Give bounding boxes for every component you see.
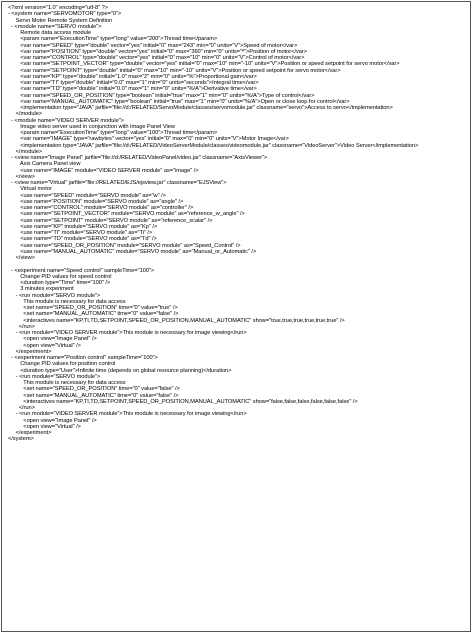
xml-line: <var name="SPEED" type="double" vector="yes" initial="0" max="243" min="0" units="V">Speed of motor</var>: [8, 42, 298, 49]
xml-line: <var name="IMAGE" type="rawbytes" vector="yes" initial="0" max="0" min="0" units="V">Motor Image</var>: [8, 136, 289, 143]
xml-line: </view>: [8, 173, 35, 180]
xml-line: Virtual motor: [8, 186, 52, 193]
xml-line: <use name="IMAGE" module="VIDEO SERVER module" as="image" />: [8, 167, 199, 174]
xml-line: <use name="SPEED_OR_POSITION" module="SERVO module" as="Speed_Control" />: [8, 242, 241, 249]
xml-line: - <run module="SERVO module">: [8, 292, 101, 299]
xml-line: Remote data access module: [8, 30, 92, 36]
xml-line: - <module name="SERVO module">: [8, 23, 102, 30]
xml-line: - <experiment name="Speed control" sampleTime="100">: [8, 267, 155, 274]
xml-line: - <view name="Virtual" jarfile="file://RELATED/EJS/ejsview.jar" classname="EJSView">: [8, 180, 227, 186]
xml-line: <open view="Image Panel" />: [8, 336, 97, 343]
xml-line: <set name="MANUAL_AUTOMATIC" time="0" value="false" />: [8, 311, 179, 318]
xml-line: <use name="KP" module="SERVO module" as="Kp" />: [8, 223, 158, 230]
xml-line: </experiment>: [8, 430, 52, 436]
xml-line: </system>: [8, 436, 34, 443]
xml-line: </view>: [8, 255, 35, 261]
xml-line: - <module name="VIDEO SERVER module">: [8, 117, 124, 124]
xml-line: <use name="MANUAL_AUTOMATIC" module="SERVO module" as="Manual_or_Automatic" />: [8, 248, 257, 255]
xml-line-list: [8, 5, 466, 443]
xml-line: <implementation type="JAVA" jarfile="file://d:/RELATED/VideoServerModule/classes/videomodule.jar" classname="VideoServer">Video Server</implementation>: [8, 142, 419, 149]
xml-line: - <experiment name="Position control" sampleTime="100">: [8, 355, 158, 361]
xml-line: <var name="SETPOINT_VECTOR" type="double" vector="yes" initial="0" max="10" min="-10" units="V">Position or speed setpoint for servo motor</var>: [8, 61, 400, 68]
xml-line: <var name="TD" type="double" initial="0.0" max="1" min="0" units="%/A">Derivative time</var>: [8, 86, 257, 93]
xml-line: - <view name="Image Panel" jarfile="file://d:/RELATED/VideoPanel/video.jar" classname="AxisViewer">: [8, 155, 268, 161]
xml-line: <use name="SETPOINT_VECTOR" module="SERVO module" as="reference_w_angle" />: [8, 211, 245, 218]
xml-line: - <run module="VIDEO SERVER module">This module is necessary for image viewing</run>: [8, 330, 247, 336]
xml-line: <?xml version="1.0" encoding="utf-8" ?>: [8, 5, 109, 11]
xml-line: This module is necessary for data access: [8, 380, 126, 386]
xml-line: - <run module="SERVO module">: [8, 373, 101, 380]
xml-line: <implementation type="JAVA" jarfile="file://d:/RELATED/ServoModule/classes/servomodule.jar" classname="servo">Access to servo</implementation>: [8, 105, 393, 111]
xml-line: <var name="SETPOINT" type="double" initial="0" max="10" min="-10" units="V">Position or speed setpoint for servo motor</var>: [8, 67, 341, 74]
xml-line: <var name="CONTROL" type="double" vector="yes" initial="0" max="10" min="0" units="V">Control of motor</var>: [8, 55, 305, 61]
xml-line: <interactives name="KP,TI,TD,SETPOINT,SPEED_OR_POSITION,MANUAL_AUTOMATIC" show="true,true,true,true,true,true" />: [8, 317, 345, 324]
xml-line: <param name="ExecutionTime" type="long" value="100">Thread time</param>: [8, 130, 218, 136]
xml-line: Change PID values for position control: [8, 361, 116, 368]
xml-line: - <run module="VIDEO SERVER module">This module is necessary for image viewing</run>: [8, 411, 247, 418]
xml-line: <duration type="Time" time="100" />: [8, 280, 111, 286]
xml-line: </experiment>: [8, 348, 52, 355]
xml-line: </module>: [8, 111, 43, 118]
xml-line: <open view="Virtual" />: [8, 423, 81, 430]
xml-line: <param name="ExecutionTime" type="long" value="200">Thread time</param>: [8, 36, 218, 43]
xml-line: Servo Motor Remote System Definition: [8, 17, 113, 24]
xml-line: </run>: [8, 323, 35, 330]
xml-line: <var name="TI" type="double" initial="0.0" max="1" min="0" units="seconds">Integral time</var>: [8, 80, 259, 86]
xml-line: </run>: [8, 405, 35, 411]
xml-line: <var name="MANUAL_AUTOMATIC" type="boolean" initial="true" max="1" min="0" units="%/A">Open or close loop for control</var>: [8, 98, 350, 105]
xml-line: 3 minutes experiment: [8, 286, 74, 293]
xml-line: <var name="POSITION" type="double" vector="yes" initial="0" max="360" min="0" units="º">Position of motor</var>: [8, 48, 307, 55]
xml-document: [1, 1, 471, 632]
xml-line: <var name="SPEED_OR_POSITION" type="boolean" initial="true" max="1" min="0" units="%/A">Type of control</var>: [8, 92, 315, 99]
xml-line: </module>: [8, 148, 43, 155]
xml-line: This module is necessary for data access: [8, 298, 126, 305]
xml-line: <use name="POSITION" module="SERVO module" as="angle" />: [8, 198, 184, 205]
xml-line: <set name="MANUAL_AUTOMATIC" time="0" value="false" />: [8, 392, 179, 399]
xml-line: - <system name="SERVOMOTOR" type="0">: [8, 11, 122, 18]
xml-line: <use name="SPEED" module="SERVO module" as="w" />: [8, 192, 166, 199]
xml-line: Image video server used in conjunction with Image Panel View: [8, 123, 175, 130]
xml-line: <use name="TI" module="SERVO module" as="Ti" />: [8, 230, 153, 236]
xml-line: <interactives name="KP,TI,TD,SETPOINT,SPEED_OR_POSITION,MANUAL_AUTOMATIC" show="false,false,false,false,false,false" />: [8, 398, 358, 405]
xml-line: <set name="SPEED_OR_POSITION" time="0" value="false" />: [8, 386, 180, 393]
xml-line: <var name="KP" type="double" initial="1.0" max="2" min="0" units="%">Proportional gain</var>: [8, 73, 257, 80]
xml-line: <duration type="User">Infinite time (depends on global resource planning)</duration>: [8, 367, 232, 374]
xml-line: <use name="SETPOINT" module="SERVO module" as="reference_scalar" />: [8, 217, 213, 224]
xml-line: <use name="TD" module="SERVO module" as="Td" />: [8, 236, 157, 243]
xml-line: Change PID values for speed control: [8, 273, 112, 280]
xml-line: <use name="CONTROL" module="SERVO module" as="controller" />: [8, 205, 194, 211]
xml-line: <set name="SPEED_OR_POSITION" time="0" value="true" />: [8, 305, 178, 311]
xml-line: Axis Camera Panel view: [8, 161, 81, 168]
xml-line: <open view="Virtual" />: [8, 342, 81, 349]
xml-line: <open view="Image Panel" />: [8, 417, 97, 424]
